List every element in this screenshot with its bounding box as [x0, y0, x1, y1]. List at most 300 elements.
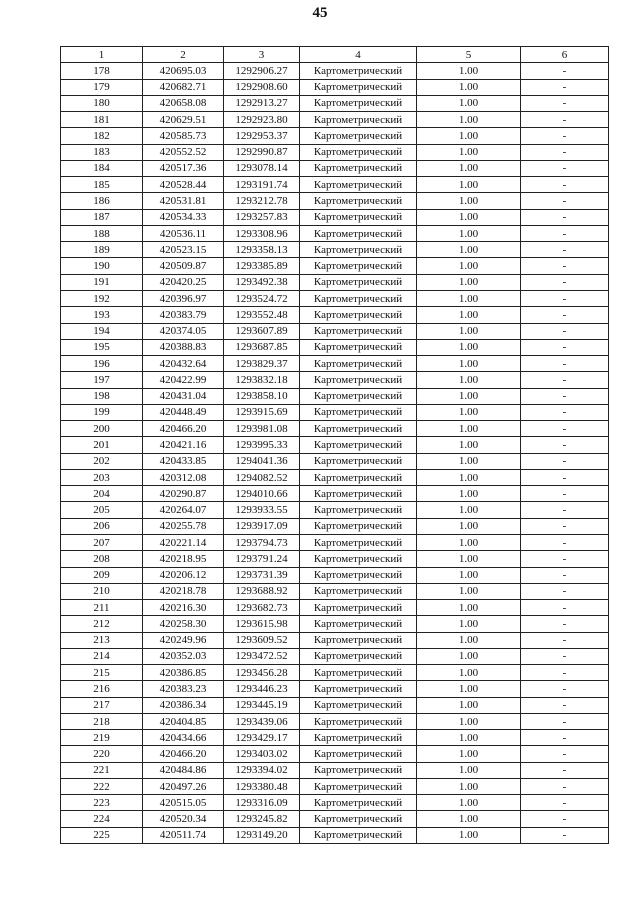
- x-coordinate-cell: 420388.83: [143, 339, 224, 355]
- y-coordinate-cell: 1293791.24: [224, 551, 300, 567]
- point-number-cell: 210: [61, 583, 143, 599]
- accuracy-cell: 1.00: [417, 502, 521, 518]
- description-cell: -: [521, 356, 609, 372]
- table-row: [61, 128, 609, 144]
- point-number-cell: 211: [61, 600, 143, 616]
- y-coordinate-cell: 1293385.89: [224, 258, 300, 274]
- description-cell: -: [521, 193, 609, 209]
- method-cell: Картометрический: [300, 795, 417, 811]
- accuracy-cell: 1.00: [417, 730, 521, 746]
- table-row: [61, 242, 609, 258]
- x-coordinate-cell: 420431.04: [143, 388, 224, 404]
- x-coordinate-cell: 420420.25: [143, 274, 224, 290]
- table-row: [61, 811, 609, 827]
- x-coordinate-cell: 420682.71: [143, 79, 224, 95]
- description-cell: -: [521, 128, 609, 144]
- x-coordinate-cell: 420466.20: [143, 421, 224, 437]
- table-row: [61, 274, 609, 290]
- accuracy-cell: 1.00: [417, 258, 521, 274]
- method-cell: Картометрический: [300, 453, 417, 469]
- point-number-cell: 188: [61, 225, 143, 241]
- x-coordinate-cell: 420520.34: [143, 811, 224, 827]
- point-number-cell: 183: [61, 144, 143, 160]
- method-cell: Картометрический: [300, 518, 417, 534]
- y-coordinate-cell: 1293829.37: [224, 356, 300, 372]
- table-row: [61, 567, 609, 583]
- method-cell: Картометрический: [300, 160, 417, 176]
- x-coordinate-cell: 420386.85: [143, 665, 224, 681]
- method-cell: Картометрический: [300, 258, 417, 274]
- description-cell: -: [521, 648, 609, 664]
- y-coordinate-cell: 1293358.13: [224, 242, 300, 258]
- table-row: [61, 453, 609, 469]
- description-cell: -: [521, 339, 609, 355]
- table-row: [61, 486, 609, 502]
- accuracy-cell: 1.00: [417, 404, 521, 420]
- method-cell: Картометрический: [300, 681, 417, 697]
- description-cell: -: [521, 518, 609, 534]
- table-row: [61, 746, 609, 762]
- method-cell: Картометрический: [300, 534, 417, 550]
- table-row: [61, 372, 609, 388]
- x-coordinate-cell: 420383.23: [143, 681, 224, 697]
- point-number-cell: 208: [61, 551, 143, 567]
- x-coordinate-cell: 420658.08: [143, 95, 224, 111]
- y-coordinate-cell: 1293429.17: [224, 730, 300, 746]
- accuracy-cell: 1.00: [417, 469, 521, 485]
- description-cell: -: [521, 469, 609, 485]
- point-number-cell: 222: [61, 778, 143, 794]
- method-cell: Картометрический: [300, 437, 417, 453]
- method-cell: Картометрический: [300, 79, 417, 95]
- accuracy-cell: 1.00: [417, 534, 521, 550]
- table-row: [61, 63, 609, 79]
- method-cell: Картометрический: [300, 193, 417, 209]
- accuracy-cell: 1.00: [417, 112, 521, 128]
- y-coordinate-cell: 1293607.89: [224, 323, 300, 339]
- column-header: 6: [521, 47, 609, 63]
- description-cell: -: [521, 730, 609, 746]
- y-coordinate-cell: 1293933.55: [224, 502, 300, 518]
- table-row: [61, 79, 609, 95]
- x-coordinate-cell: 420422.99: [143, 372, 224, 388]
- description-cell: -: [521, 372, 609, 388]
- accuracy-cell: 1.00: [417, 437, 521, 453]
- accuracy-cell: 1.00: [417, 616, 521, 632]
- y-coordinate-cell: 1293308.96: [224, 225, 300, 241]
- accuracy-cell: 1.00: [417, 339, 521, 355]
- x-coordinate-cell: 420523.15: [143, 242, 224, 258]
- x-coordinate-cell: 420536.11: [143, 225, 224, 241]
- point-number-cell: 195: [61, 339, 143, 355]
- description-cell: -: [521, 112, 609, 128]
- y-coordinate-cell: 1293524.72: [224, 290, 300, 306]
- table-row: [61, 697, 609, 713]
- x-coordinate-cell: 420221.14: [143, 534, 224, 550]
- coordinates-table: [60, 46, 609, 844]
- table-row: [61, 632, 609, 648]
- accuracy-cell: 1.00: [417, 421, 521, 437]
- accuracy-cell: 1.00: [417, 209, 521, 225]
- point-number-cell: 187: [61, 209, 143, 225]
- y-coordinate-cell: 1294010.66: [224, 486, 300, 502]
- accuracy-cell: 1.00: [417, 372, 521, 388]
- table-row: [61, 583, 609, 599]
- table-row: [61, 388, 609, 404]
- description-cell: -: [521, 160, 609, 176]
- y-coordinate-cell: 1293682.73: [224, 600, 300, 616]
- x-coordinate-cell: 420552.52: [143, 144, 224, 160]
- point-number-cell: 201: [61, 437, 143, 453]
- method-cell: Картометрический: [300, 274, 417, 290]
- accuracy-cell: 1.00: [417, 681, 521, 697]
- description-cell: -: [521, 665, 609, 681]
- method-cell: Картометрический: [300, 63, 417, 79]
- y-coordinate-cell: 1293687.85: [224, 339, 300, 355]
- description-cell: -: [521, 421, 609, 437]
- point-number-cell: 221: [61, 762, 143, 778]
- point-number-cell: 182: [61, 128, 143, 144]
- method-cell: Картометрический: [300, 600, 417, 616]
- table-row: [61, 469, 609, 485]
- table-row: [61, 665, 609, 681]
- method-cell: Картометрический: [300, 665, 417, 681]
- accuracy-cell: 1.00: [417, 827, 521, 843]
- table-row: [61, 502, 609, 518]
- y-coordinate-cell: 1293245.82: [224, 811, 300, 827]
- description-cell: -: [521, 209, 609, 225]
- y-coordinate-cell: 1293078.14: [224, 160, 300, 176]
- y-coordinate-cell: 1293492.38: [224, 274, 300, 290]
- y-coordinate-cell: 1293445.19: [224, 697, 300, 713]
- table-row: [61, 421, 609, 437]
- column-header: 4: [300, 47, 417, 63]
- column-header: 3: [224, 47, 300, 63]
- method-cell: Картометрический: [300, 697, 417, 713]
- x-coordinate-cell: 420531.81: [143, 193, 224, 209]
- x-coordinate-cell: 420404.85: [143, 713, 224, 729]
- description-cell: -: [521, 713, 609, 729]
- point-number-cell: 197: [61, 372, 143, 388]
- method-cell: Картометрический: [300, 128, 417, 144]
- point-number-cell: 213: [61, 632, 143, 648]
- description-cell: -: [521, 258, 609, 274]
- x-coordinate-cell: 420264.07: [143, 502, 224, 518]
- x-coordinate-cell: 420206.12: [143, 567, 224, 583]
- table-row: [61, 209, 609, 225]
- method-cell: Картометрический: [300, 811, 417, 827]
- method-cell: Картометрический: [300, 778, 417, 794]
- description-cell: -: [521, 486, 609, 502]
- method-cell: Картометрический: [300, 144, 417, 160]
- description-cell: -: [521, 795, 609, 811]
- column-header: 2: [143, 47, 224, 63]
- point-number-cell: 200: [61, 421, 143, 437]
- accuracy-cell: 1.00: [417, 290, 521, 306]
- point-number-cell: 194: [61, 323, 143, 339]
- table-body: [61, 63, 609, 844]
- description-cell: -: [521, 534, 609, 550]
- table-row: [61, 290, 609, 306]
- method-cell: Картометрический: [300, 486, 417, 502]
- x-coordinate-cell: 420218.78: [143, 583, 224, 599]
- point-number-cell: 215: [61, 665, 143, 681]
- method-cell: Картометрический: [300, 112, 417, 128]
- x-coordinate-cell: 420374.05: [143, 323, 224, 339]
- method-cell: Картометрический: [300, 567, 417, 583]
- point-number-cell: 191: [61, 274, 143, 290]
- accuracy-cell: 1.00: [417, 811, 521, 827]
- description-cell: -: [521, 778, 609, 794]
- y-coordinate-cell: 1292990.87: [224, 144, 300, 160]
- description-cell: -: [521, 144, 609, 160]
- x-coordinate-cell: 420695.03: [143, 63, 224, 79]
- method-cell: Картометрический: [300, 388, 417, 404]
- x-coordinate-cell: 420383.79: [143, 307, 224, 323]
- method-cell: Картометрический: [300, 290, 417, 306]
- method-cell: Картометрический: [300, 209, 417, 225]
- accuracy-cell: 1.00: [417, 160, 521, 176]
- accuracy-cell: 1.00: [417, 778, 521, 794]
- accuracy-cell: 1.00: [417, 144, 521, 160]
- y-coordinate-cell: 1293609.52: [224, 632, 300, 648]
- table-row: [61, 730, 609, 746]
- x-coordinate-cell: 420497.26: [143, 778, 224, 794]
- point-number-cell: 179: [61, 79, 143, 95]
- point-number-cell: 186: [61, 193, 143, 209]
- y-coordinate-cell: 1293995.33: [224, 437, 300, 453]
- accuracy-cell: 1.00: [417, 177, 521, 193]
- accuracy-cell: 1.00: [417, 632, 521, 648]
- point-number-cell: 206: [61, 518, 143, 534]
- x-coordinate-cell: 420255.78: [143, 518, 224, 534]
- x-coordinate-cell: 420312.08: [143, 469, 224, 485]
- description-cell: -: [521, 242, 609, 258]
- point-number-cell: 202: [61, 453, 143, 469]
- point-number-cell: 225: [61, 827, 143, 843]
- x-coordinate-cell: 420249.96: [143, 632, 224, 648]
- table-row: [61, 534, 609, 550]
- y-coordinate-cell: 1293552.48: [224, 307, 300, 323]
- y-coordinate-cell: 1293794.73: [224, 534, 300, 550]
- table-row: [61, 551, 609, 567]
- method-cell: Картометрический: [300, 730, 417, 746]
- y-coordinate-cell: 1293456.28: [224, 665, 300, 681]
- description-cell: -: [521, 225, 609, 241]
- point-number-cell: 218: [61, 713, 143, 729]
- y-coordinate-cell: 1293615.98: [224, 616, 300, 632]
- y-coordinate-cell: 1293191.74: [224, 177, 300, 193]
- method-cell: Картометрический: [300, 616, 417, 632]
- method-cell: Картометрический: [300, 95, 417, 111]
- accuracy-cell: 1.00: [417, 79, 521, 95]
- table-row: [61, 323, 609, 339]
- description-cell: -: [521, 323, 609, 339]
- description-cell: -: [521, 453, 609, 469]
- table-row: [61, 437, 609, 453]
- point-number-cell: 190: [61, 258, 143, 274]
- method-cell: Картометрический: [300, 421, 417, 437]
- table-row: [61, 648, 609, 664]
- point-number-cell: 209: [61, 567, 143, 583]
- method-cell: Картометрический: [300, 583, 417, 599]
- accuracy-cell: 1.00: [417, 63, 521, 79]
- method-cell: Картометрический: [300, 746, 417, 762]
- table-row: [61, 827, 609, 843]
- x-coordinate-cell: 420517.36: [143, 160, 224, 176]
- x-coordinate-cell: 420466.20: [143, 746, 224, 762]
- x-coordinate-cell: 420290.87: [143, 486, 224, 502]
- point-number-cell: 192: [61, 290, 143, 306]
- accuracy-cell: 1.00: [417, 795, 521, 811]
- table-row: [61, 356, 609, 372]
- table-row: [61, 160, 609, 176]
- y-coordinate-cell: 1293688.92: [224, 583, 300, 599]
- table-row: [61, 339, 609, 355]
- table-row: [61, 713, 609, 729]
- y-coordinate-cell: 1292906.27: [224, 63, 300, 79]
- point-number-cell: 185: [61, 177, 143, 193]
- method-cell: Картометрический: [300, 323, 417, 339]
- x-coordinate-cell: 420629.51: [143, 112, 224, 128]
- method-cell: Картометрический: [300, 827, 417, 843]
- point-number-cell: 178: [61, 63, 143, 79]
- y-coordinate-cell: 1293149.20: [224, 827, 300, 843]
- table-row: [61, 404, 609, 420]
- point-number-cell: 224: [61, 811, 143, 827]
- point-number-cell: 205: [61, 502, 143, 518]
- method-cell: Картометрический: [300, 339, 417, 355]
- method-cell: Картометрический: [300, 469, 417, 485]
- x-coordinate-cell: 420528.44: [143, 177, 224, 193]
- method-cell: Картометрический: [300, 551, 417, 567]
- accuracy-cell: 1.00: [417, 95, 521, 111]
- accuracy-cell: 1.00: [417, 600, 521, 616]
- y-coordinate-cell: 1292913.27: [224, 95, 300, 111]
- accuracy-cell: 1.00: [417, 453, 521, 469]
- x-coordinate-cell: 420216.30: [143, 600, 224, 616]
- accuracy-cell: 1.00: [417, 323, 521, 339]
- table-row: [61, 600, 609, 616]
- x-coordinate-cell: 420433.85: [143, 453, 224, 469]
- point-number-cell: 204: [61, 486, 143, 502]
- method-cell: Картометрический: [300, 404, 417, 420]
- x-coordinate-cell: 420386.34: [143, 697, 224, 713]
- point-number-cell: 217: [61, 697, 143, 713]
- description-cell: -: [521, 404, 609, 420]
- accuracy-cell: 1.00: [417, 665, 521, 681]
- accuracy-cell: 1.00: [417, 274, 521, 290]
- y-coordinate-cell: 1293915.69: [224, 404, 300, 420]
- table-row: [61, 258, 609, 274]
- accuracy-cell: 1.00: [417, 567, 521, 583]
- point-number-cell: 220: [61, 746, 143, 762]
- table-row: [61, 307, 609, 323]
- description-cell: -: [521, 827, 609, 843]
- accuracy-cell: 1.00: [417, 225, 521, 241]
- description-cell: -: [521, 632, 609, 648]
- x-coordinate-cell: 420434.66: [143, 730, 224, 746]
- table-header-row: [61, 47, 609, 63]
- accuracy-cell: 1.00: [417, 583, 521, 599]
- description-cell: -: [521, 746, 609, 762]
- point-number-cell: 203: [61, 469, 143, 485]
- y-coordinate-cell: 1293446.23: [224, 681, 300, 697]
- y-coordinate-cell: 1294041.36: [224, 453, 300, 469]
- description-cell: -: [521, 79, 609, 95]
- table-row: [61, 762, 609, 778]
- y-coordinate-cell: 1293832.18: [224, 372, 300, 388]
- description-cell: -: [521, 616, 609, 632]
- x-coordinate-cell: 420432.64: [143, 356, 224, 372]
- point-number-cell: 223: [61, 795, 143, 811]
- description-cell: -: [521, 502, 609, 518]
- point-number-cell: 219: [61, 730, 143, 746]
- page-number: 45: [312, 5, 328, 21]
- description-cell: -: [521, 95, 609, 111]
- description-cell: -: [521, 63, 609, 79]
- table-row: [61, 112, 609, 128]
- point-number-cell: 198: [61, 388, 143, 404]
- point-number-cell: 212: [61, 616, 143, 632]
- description-cell: -: [521, 567, 609, 583]
- table-row: [61, 177, 609, 193]
- point-number-cell: 199: [61, 404, 143, 420]
- x-coordinate-cell: 420534.33: [143, 209, 224, 225]
- table-row: [61, 778, 609, 794]
- x-coordinate-cell: 420352.03: [143, 648, 224, 664]
- description-cell: -: [521, 177, 609, 193]
- table-row: [61, 193, 609, 209]
- method-cell: Картометрический: [300, 648, 417, 664]
- point-number-cell: 207: [61, 534, 143, 550]
- description-cell: -: [521, 762, 609, 778]
- table-row: [61, 681, 609, 697]
- method-cell: Картометрический: [300, 632, 417, 648]
- description-cell: -: [521, 551, 609, 567]
- description-cell: -: [521, 290, 609, 306]
- point-number-cell: 189: [61, 242, 143, 258]
- description-cell: -: [521, 697, 609, 713]
- accuracy-cell: 1.00: [417, 648, 521, 664]
- point-number-cell: 193: [61, 307, 143, 323]
- x-coordinate-cell: 420585.73: [143, 128, 224, 144]
- table-row: [61, 144, 609, 160]
- point-number-cell: 216: [61, 681, 143, 697]
- y-coordinate-cell: 1293472.52: [224, 648, 300, 664]
- y-coordinate-cell: 1293439.06: [224, 713, 300, 729]
- x-coordinate-cell: 420509.87: [143, 258, 224, 274]
- y-coordinate-cell: 1293316.09: [224, 795, 300, 811]
- table-row: [61, 616, 609, 632]
- accuracy-cell: 1.00: [417, 697, 521, 713]
- method-cell: Картометрический: [300, 502, 417, 518]
- x-coordinate-cell: 420448.49: [143, 404, 224, 420]
- accuracy-cell: 1.00: [417, 486, 521, 502]
- description-cell: -: [521, 274, 609, 290]
- y-coordinate-cell: 1294082.52: [224, 469, 300, 485]
- description-cell: -: [521, 437, 609, 453]
- column-header: 1: [61, 47, 143, 63]
- description-cell: -: [521, 811, 609, 827]
- x-coordinate-cell: 420421.16: [143, 437, 224, 453]
- y-coordinate-cell: 1293981.08: [224, 421, 300, 437]
- accuracy-cell: 1.00: [417, 762, 521, 778]
- point-number-cell: 184: [61, 160, 143, 176]
- accuracy-cell: 1.00: [417, 551, 521, 567]
- table-row: [61, 518, 609, 534]
- accuracy-cell: 1.00: [417, 388, 521, 404]
